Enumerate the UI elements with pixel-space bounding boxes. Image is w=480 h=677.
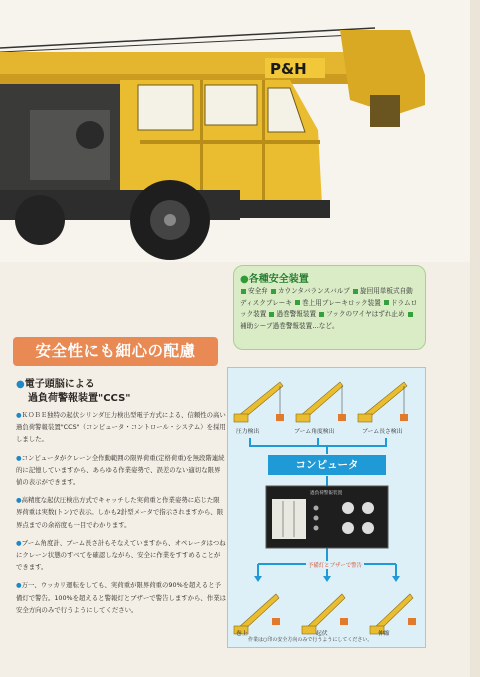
label-luffing: 起伏 bbox=[316, 631, 328, 637]
safety-devices-title: ●各種安全装置 bbox=[240, 274, 309, 285]
bullet-icon: ● bbox=[240, 274, 249, 285]
section-banner: 安全性にも細心の配慮 bbox=[13, 337, 218, 366]
warning-label: 予備灯とブザーで警告 bbox=[308, 563, 362, 569]
bullet-icon: ● bbox=[16, 496, 22, 505]
bullet-icon: ● bbox=[16, 538, 22, 547]
label-boom-angle: ブーム角度検出 bbox=[294, 429, 335, 435]
safety-item: 旋回用単板式自動ディスクブレーキ bbox=[240, 287, 413, 307]
bullet-icon: ● bbox=[16, 581, 22, 590]
safety-item: 過巻警報装置 bbox=[276, 310, 317, 319]
panel-title: 過負荷警報装置 bbox=[310, 491, 343, 496]
square-bullet-icon bbox=[269, 312, 274, 317]
paragraph: ●万一、ウッカリ運転をしても、実荷重が限界荷重の90%を超えると予備灯で警告。100%を超えると警報灯とブザーで警告しますから、作業は安全方向のみで行うようにしてください。 bbox=[16, 581, 226, 614]
label-boom-length: ブーム長さ検出 bbox=[362, 429, 403, 435]
safety-item: フックのワイヤはずれ止め bbox=[326, 310, 405, 319]
square-bullet-icon bbox=[353, 289, 358, 294]
diagram-footnote: 作業は○印の安全方向のみで行うようにしてください。 bbox=[248, 637, 373, 643]
bullet-icon: ● bbox=[16, 411, 22, 419]
square-bullet-icon bbox=[241, 289, 246, 294]
paragraph: ●コンピュータがクレーン全作動範囲の限界荷重(定格荷重)を無段階連続的に記憶していますから、あらゆる作業姿勢で、誤差のない適切な限界値の表示ができます。 bbox=[16, 453, 225, 487]
safety-devices-list bbox=[240, 286, 419, 332]
bullet-icon: ● bbox=[16, 379, 25, 390]
safety-devices-box bbox=[233, 265, 426, 350]
safety-item: カウンタバランスバルブ bbox=[277, 287, 350, 295]
label-telescope: 伸縮 bbox=[378, 631, 390, 637]
bullet-icon: ● bbox=[16, 453, 22, 462]
safety-item: 補助シーブ過巻警報装置…など。 bbox=[240, 321, 339, 330]
crane-photo bbox=[0, 0, 470, 262]
square-bullet-icon bbox=[408, 312, 413, 317]
square-bullet-icon bbox=[384, 300, 389, 305]
heading-line-2: 過負荷警報装置"CCS" bbox=[28, 393, 131, 404]
square-bullet-icon bbox=[295, 300, 300, 305]
safety-item: ドラムロック装置 bbox=[240, 298, 418, 319]
square-bullet-icon bbox=[319, 312, 324, 317]
body-text bbox=[16, 409, 226, 622]
section-heading bbox=[16, 378, 216, 406]
paragraph: ●ＫＯＢＥ独特の起伏シリンダ圧力検出型電子方式による、信頼性の高い過負荷警報装置"CCS"（コンピュータ・コントロール・システム）を採用しました。 bbox=[16, 411, 226, 444]
paragraph: ●高精度な起伏圧検出方式でキャッチした実荷重と作業姿勢に応じた限界荷重は実数(トン)で表示。しかも2針型メータで指示されますから、限界点までの余裕度も一目でわかります。 bbox=[16, 496, 224, 529]
ccs-diagram bbox=[227, 367, 426, 648]
paragraph: ●ブーム角度計、ブーム長さ計もそなえていますから、オペレータはつねにクレーン状態のすべてを確認しながら、安全に作業をすすめることができます。 bbox=[16, 538, 226, 572]
square-bullet-icon bbox=[271, 289, 276, 294]
page-edge bbox=[470, 0, 480, 677]
label-hoist: 巻上 bbox=[236, 631, 248, 637]
computer-box: コンピュータ bbox=[268, 455, 386, 475]
heading-line-1: 電子頭脳による bbox=[24, 379, 95, 390]
brand-label: P&H bbox=[270, 60, 307, 78]
safety-item: 巻上用ブレーキロック装置 bbox=[302, 298, 381, 307]
label-pressure: 圧力検出 bbox=[236, 429, 260, 435]
safety-item: 安全弁 bbox=[248, 287, 268, 295]
